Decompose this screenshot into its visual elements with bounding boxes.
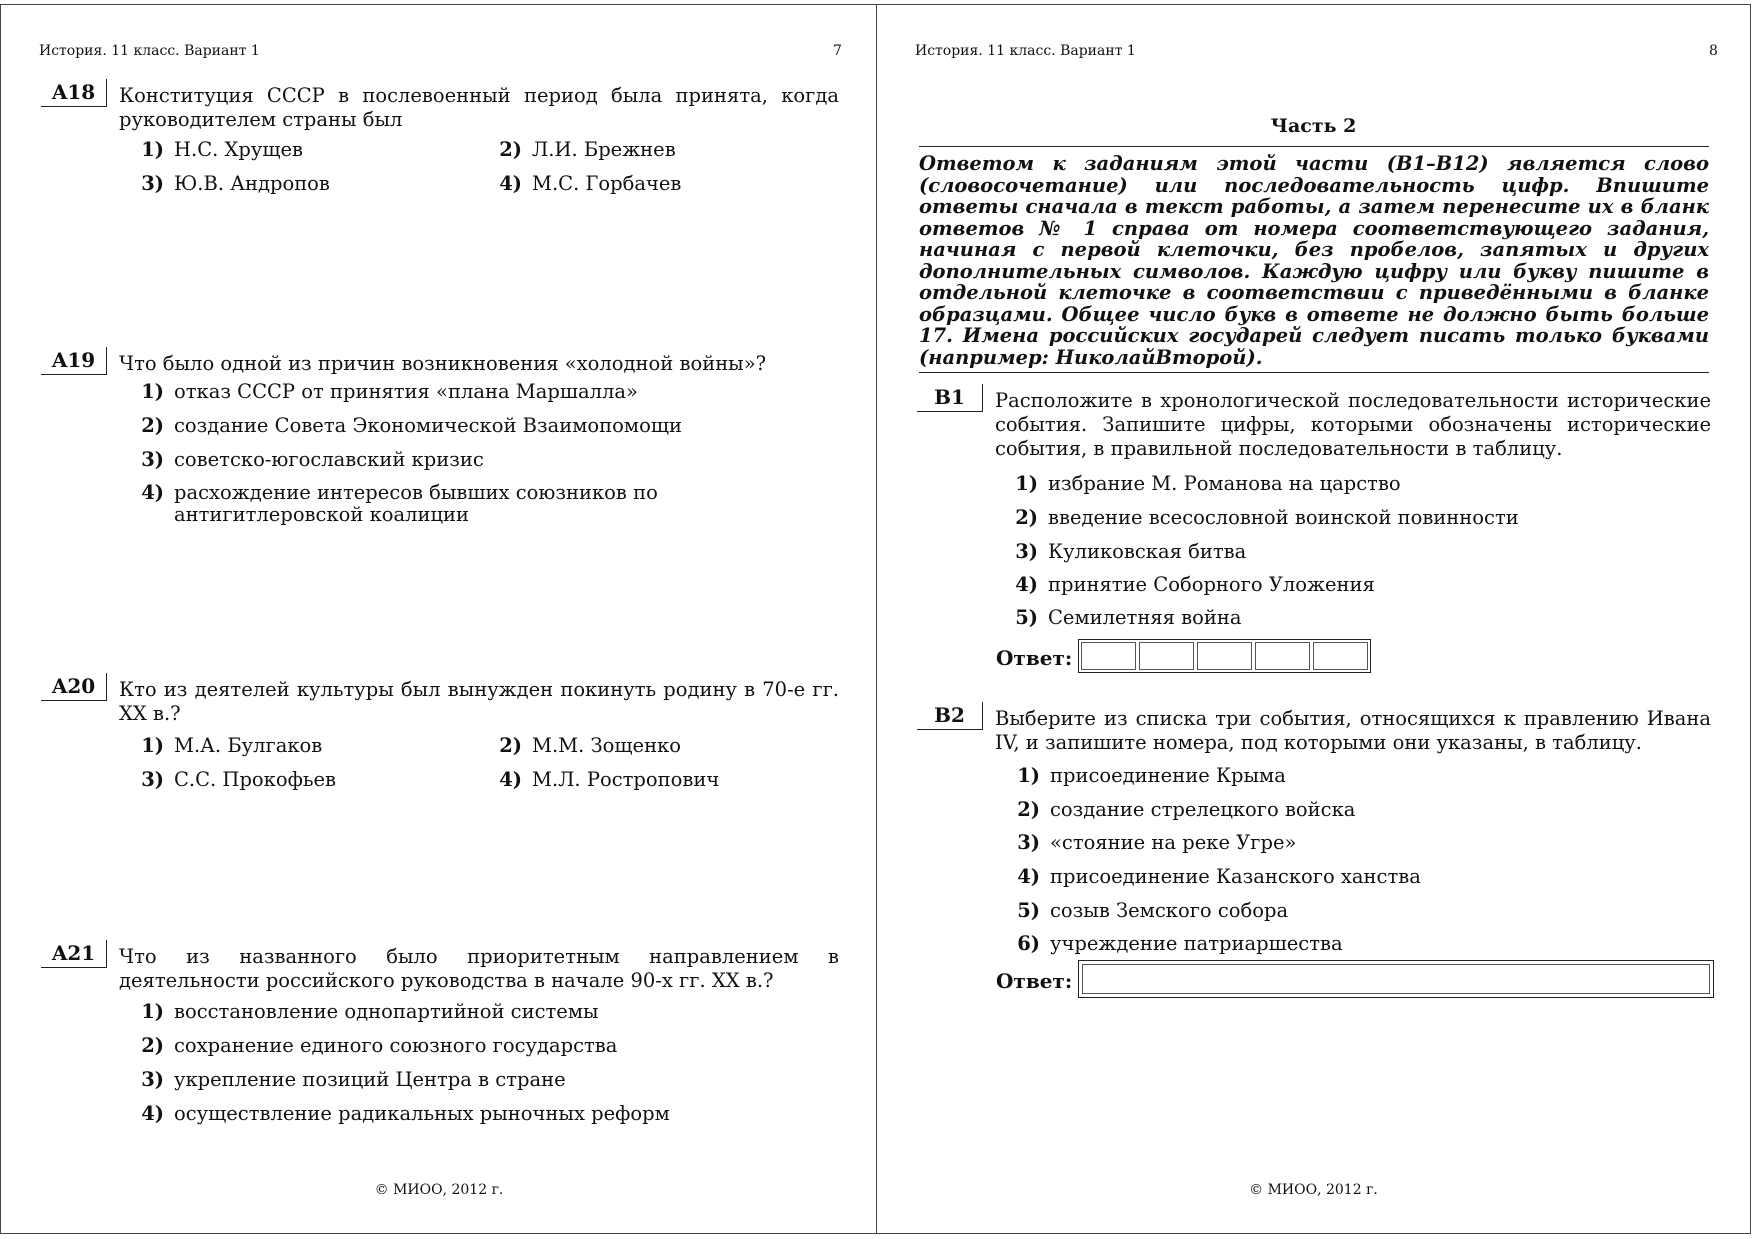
option-a19-2: 2) создание Совета Экономической Взаимопомощи bbox=[141, 414, 682, 437]
question-number-a21: A21 bbox=[41, 940, 107, 968]
option-b1-4: 4) принятие Соборного Уложения bbox=[1015, 573, 1375, 596]
question-number-a18: A18 bbox=[41, 79, 107, 107]
answer-cell[interactable] bbox=[1197, 642, 1252, 670]
option-a18-3: 3) Ю.В. Андропов bbox=[141, 172, 330, 195]
answer-cell[interactable] bbox=[1313, 642, 1368, 670]
option-a21-3: 3) укрепление позиций Центра в стране bbox=[141, 1068, 566, 1091]
question-number-b1: B1 bbox=[917, 384, 983, 412]
question-text-a19: Что было одной из причин возникновения «холодной войны»? bbox=[119, 352, 767, 375]
option-a18-4: 4) М.С. Горбачев bbox=[499, 172, 682, 195]
question-number-a19: A19 bbox=[41, 347, 107, 375]
page-number: 7 bbox=[833, 43, 842, 59]
answer-cell[interactable] bbox=[1255, 642, 1310, 670]
question-text-a18: Конституция СССР в послевоенный период была принята, когда руководителем страны был bbox=[119, 84, 839, 131]
left-page bbox=[0, 4, 878, 1234]
option-a20-2: 2) М.М. Зощенко bbox=[499, 734, 682, 757]
answer-cell[interactable] bbox=[1081, 642, 1136, 670]
option-b2-1: 1) присоединение Крыма bbox=[1017, 764, 1286, 787]
option-b2-2: 2) создание стрелецкого войска bbox=[1017, 798, 1356, 821]
question-text-a21: Что из названного было приоритетным направлением в деятельности российского руководства в начале 90-х гг. XX в.? bbox=[119, 945, 839, 992]
part-title: Часть 2 bbox=[1270, 115, 1357, 137]
option-b2-6: 6) учреждение патриаршества bbox=[1017, 932, 1343, 955]
question-number-b2: B2 bbox=[917, 702, 983, 730]
question-text-b1: Расположите в хронологической последовательности исторические события. Запишите цифры, которыми обозначены исторические события, в правильной последовательности в таблицу. bbox=[995, 389, 1711, 460]
option-a20-3: 3) С.С. Прокофьев bbox=[141, 768, 336, 791]
question-text-b2: Выберите из списка три события, относящихся к правлению Ивана IV, и запишите номера, под которыми они указаны, в таблицу. bbox=[995, 707, 1711, 754]
option-a19-3: 3) советско-югославский кризис bbox=[141, 448, 484, 471]
question-number-a20: A20 bbox=[41, 673, 107, 701]
answer-label-b2: Ответ: bbox=[996, 969, 1073, 993]
option-a19-4: 4) расхождение интересов бывших союзников по антигитлеровской коалиции bbox=[141, 481, 658, 526]
option-a21-2: 2) сохранение единого союзного государства bbox=[141, 1034, 618, 1057]
option-b1-1: 1) избрание М. Романова на царство bbox=[1015, 472, 1401, 495]
answer-cells-b1[interactable] bbox=[1078, 639, 1371, 673]
option-a18-2: 2) Л.И. Брежнев bbox=[499, 138, 676, 161]
page-footer: © МИОО, 2012 г. bbox=[374, 1182, 504, 1198]
option-b1-5: 5) Семилетняя война bbox=[1015, 606, 1242, 629]
option-b1-3: 3) Куликовская битва bbox=[1015, 540, 1247, 563]
option-b2-4: 4) присоединение Казанского ханства bbox=[1017, 865, 1421, 888]
option-a19-1: 1) отказ СССР от принятия «плана Маршалла» bbox=[141, 380, 638, 403]
option-b2-5: 5) созыв Земского собора bbox=[1017, 899, 1289, 922]
option-b1-2: 2) введение всесословной воинской повинности bbox=[1015, 506, 1519, 529]
option-a21-1: 1) восстановление однопартийной системы bbox=[141, 1000, 599, 1023]
page-number: 8 bbox=[1709, 43, 1718, 59]
answer-cell[interactable] bbox=[1139, 642, 1194, 670]
option-a20-1: 1) М.А. Булгаков bbox=[141, 734, 323, 757]
option-a20-4: 4) М.Л. Ростропович bbox=[499, 768, 720, 791]
page-header: История. 11 класс. Вариант 1 bbox=[915, 43, 1136, 59]
part-instructions: Ответом к заданиям этой части (В1–В12) является слово (словосочетание) или последовательность цифр. Впишите ответы сначала в текст работы, а затем перенесите их в бланк ответов № 1 справа от номера соответствующего задания, начиная с первой клеточки, без пробелов, запятых и других дополнительных символов. Каждую цифру или букву пишите в отдельной клеточке в соответствии с приведёнными в бланке образцами. Общее число букв в ответе не должно быть больше 17. Имена российских государей следует писать только буквами (например: НиколайВторой). bbox=[919, 146, 1709, 373]
answer-label-b1: Ответ: bbox=[996, 646, 1073, 670]
page-footer: © МИОО, 2012 г. bbox=[1249, 1182, 1378, 1198]
page-header: История. 11 класс. Вариант 1 bbox=[39, 43, 260, 59]
right-page bbox=[876, 4, 1751, 1234]
option-a18-1: 1) Н.С. Хрущев bbox=[141, 138, 304, 161]
option-b2-3: 3) «стояние на реке Угре» bbox=[1017, 831, 1297, 854]
answer-field-b2[interactable] bbox=[1078, 960, 1714, 998]
option-a21-4: 4) осуществление радикальных рыночных реформ bbox=[141, 1102, 670, 1125]
question-text-a20: Кто из деятелей культуры был вынужден покинуть родину в 70-е гг. XX в.? bbox=[119, 678, 839, 725]
